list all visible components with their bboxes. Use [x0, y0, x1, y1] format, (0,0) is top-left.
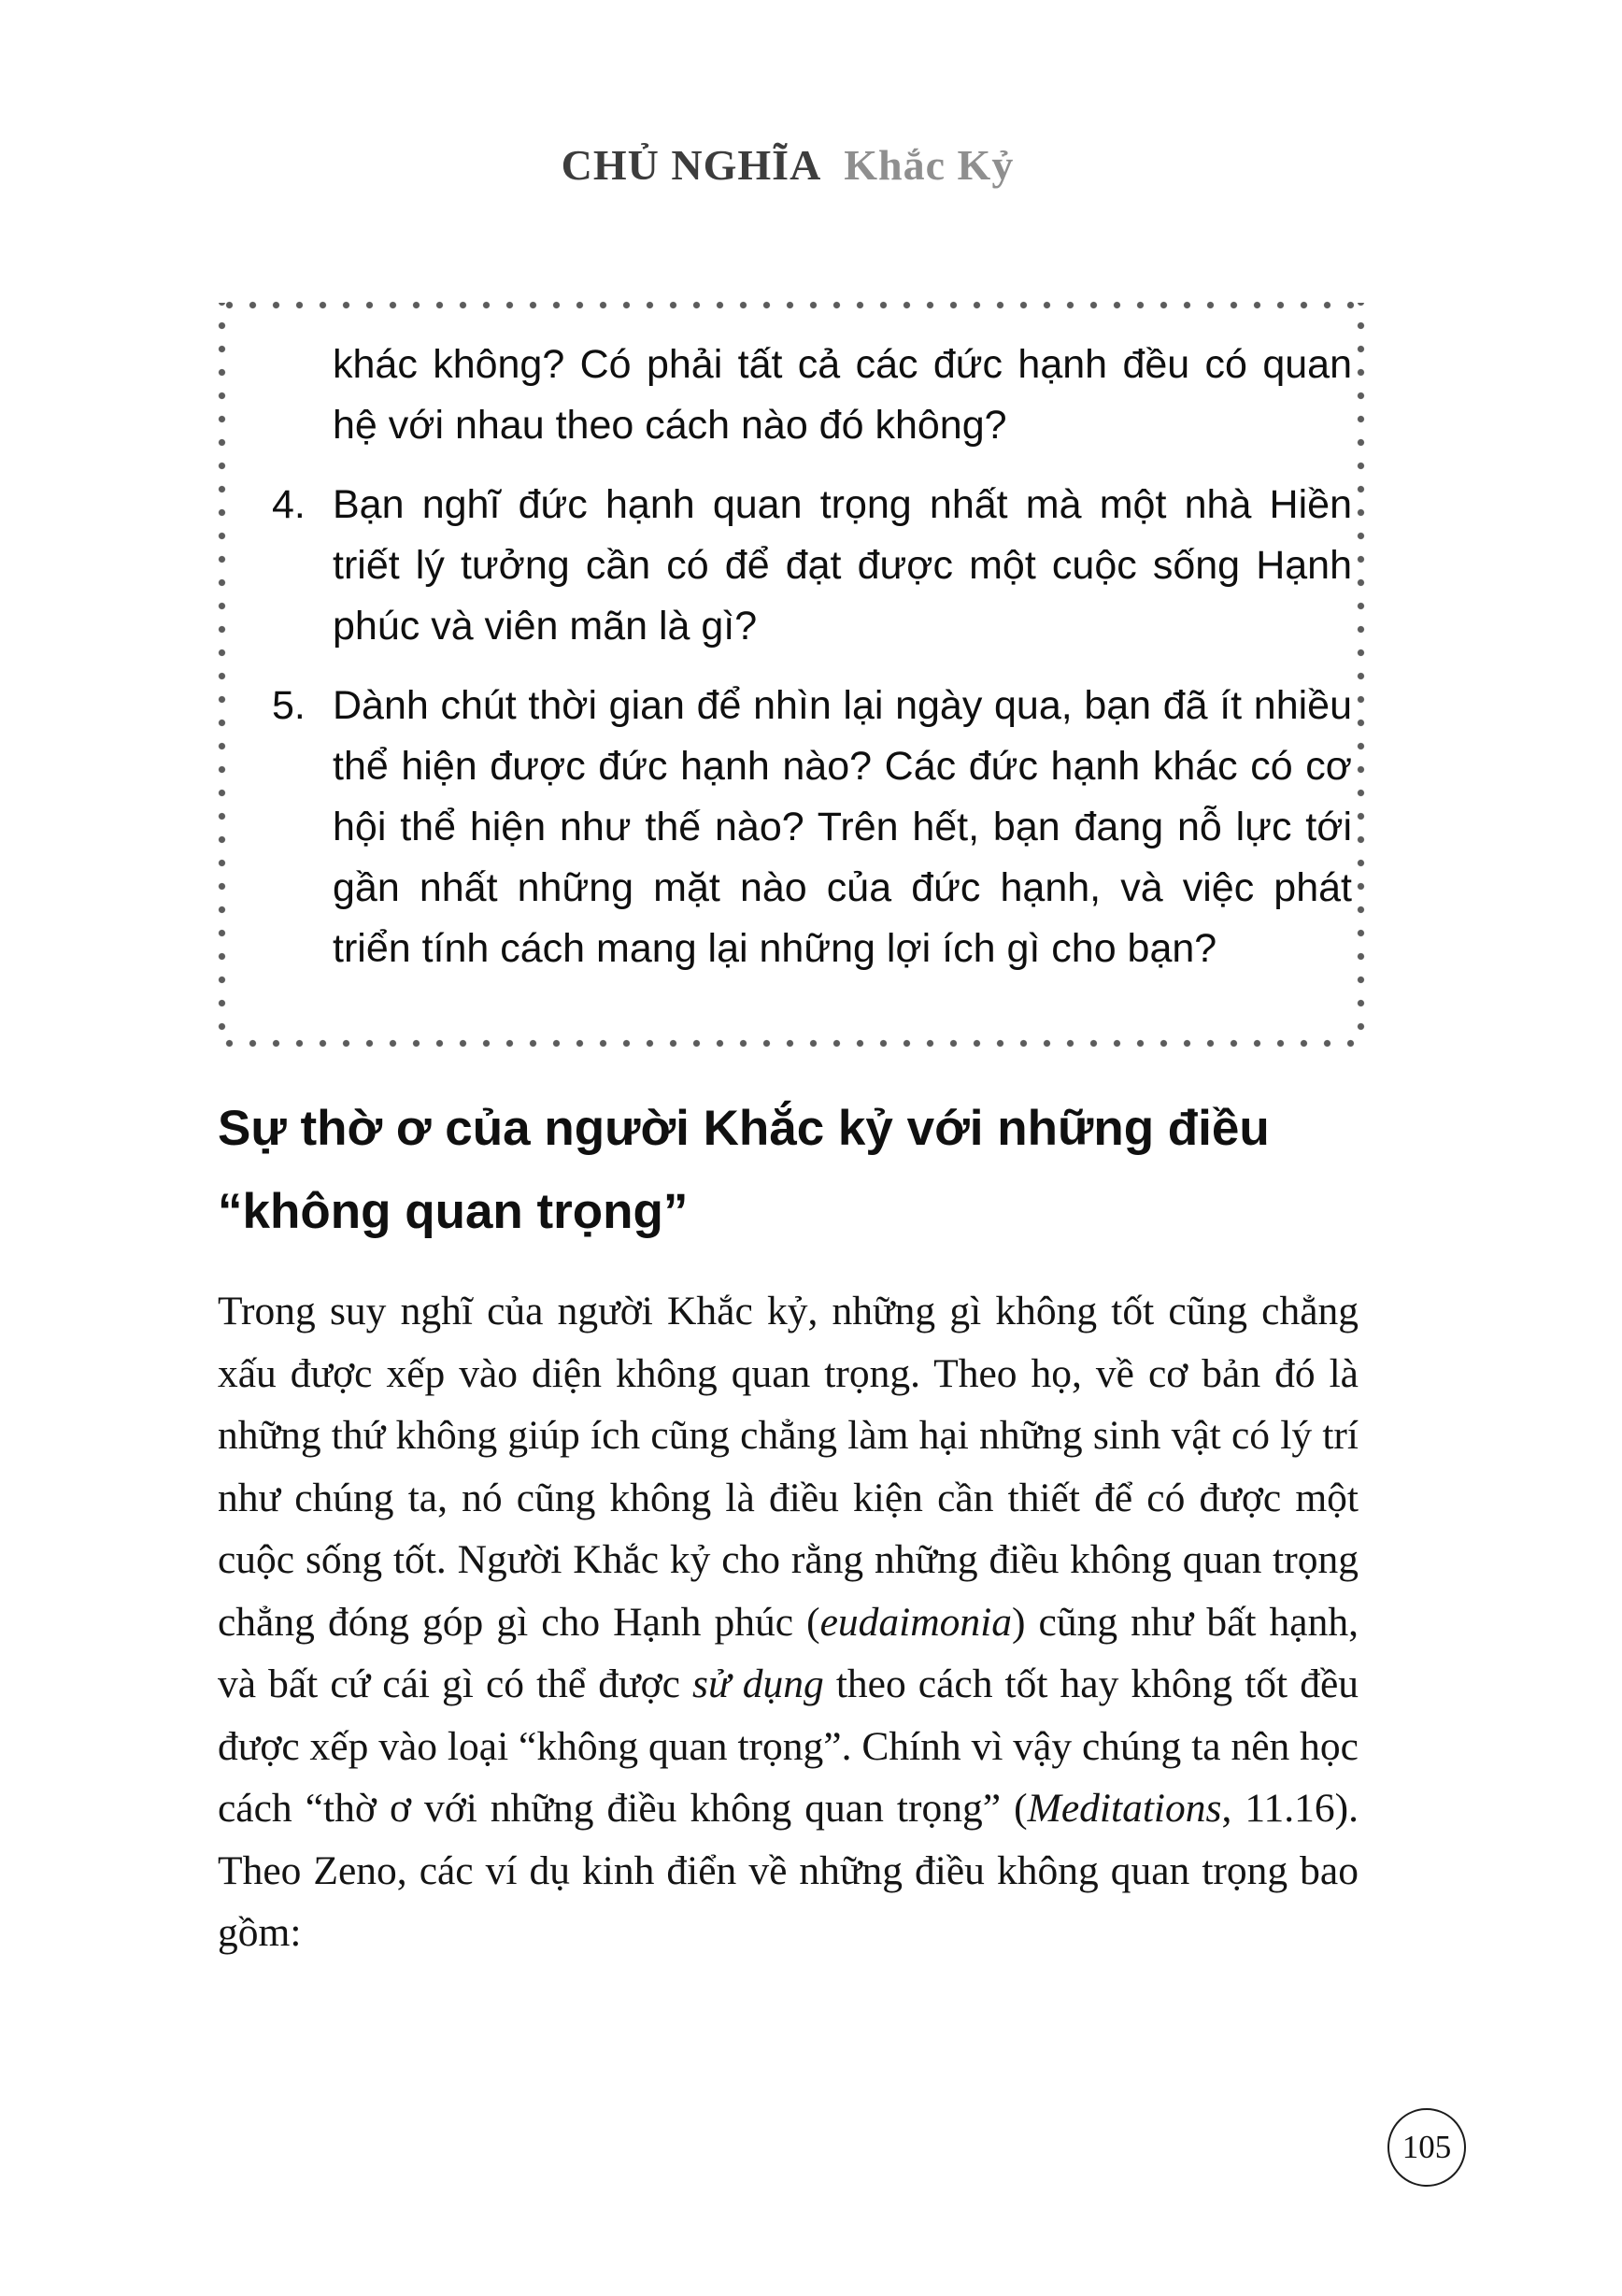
body-segment: ) cũng như bất hạnh, và bất cứ cái gì có thể được: [218, 1599, 1359, 1706]
question-number-5: 5.: [272, 683, 306, 728]
body-segment-italic: Meditations: [1027, 1786, 1222, 1831]
dotted-border-bottom: [218, 1039, 1365, 1048]
running-head: [218, 140, 1358, 190]
body-segment-italic: eudaimonia: [819, 1599, 1012, 1645]
body-segment: Trong suy nghĩ của người Khắc kỷ, những gì không tốt cũng chẳng xấu được xếp vào diện không quan trọng. Theo họ, về cơ bản đó là những thứ không giúp ích cũng chẳng làm hại những sinh vật có lý trí như chúng ta, nó cũng không là điều kiện cần thiết để có được một cuộc sống tốt. Người Khắc kỷ cho rằng những điều không quan trọng chẳng đóng góp gì cho Hạnh phúc (: [218, 1289, 1359, 1645]
running-head-title: Khắc Kỷ: [844, 141, 1015, 189]
page-number-badge: [1387, 2108, 1466, 2187]
section-heading-line2: “không quan trọng”: [218, 1184, 689, 1239]
dotted-border-top: [218, 301, 1365, 309]
question-item-5: [272, 676, 1352, 979]
body-segment: theo cách tốt hay không tốt đều được xếp vào loại “không quan trọng”. Chính vì vậy chúng ta nên học cách “thờ ơ với những điều không quan trọng” (: [218, 1661, 1359, 1831]
question-text-4: Bạn nghĩ đức hạnh quan trọng nhất mà một nhà Hiền triết lý tưởng cần có để đạt được một cuộc sống Hạnh phúc và viên mãn là gì?: [333, 482, 1352, 649]
body-segment: , 11.16). Theo Zeno, các ví dụ kinh điển về những điều không quan trọng bao gồm:: [218, 1786, 1359, 1955]
dotted-border-right: [1357, 303, 1365, 1046]
question-box: [218, 301, 1365, 1048]
body-segment-italic: sử dụng: [692, 1661, 824, 1706]
question-item-4: [272, 475, 1352, 657]
question-continuation: khác không? Có phải tất cả các đức hạnh đều có quan hệ với nhau theo cách nào đó không?: [333, 342, 1352, 448]
section-heading-line1: Sự thờ ơ của người Khắc kỷ với những điều: [218, 1101, 1270, 1156]
question-number-4: 4.: [272, 482, 306, 527]
section-heading: [218, 1087, 1395, 1253]
body-paragraph: [218, 1280, 1359, 1964]
page-number: 105: [1401, 2129, 1452, 2165]
question-text-5: Dành chút thời gian để nhìn lại ngày qua, bạn đã ít nhiều thể hiện được đức hạnh nào? Các đức hạnh khác có cơ hội thể hiện như thế nào? Trên hết, bạn đang nỗ lực tới gần nhất những mặt nào của đức hạnh, và việc phát triển tính cách mang lại những lợi ích gì cho bạn?: [333, 683, 1352, 971]
running-head-series: CHỦ NGHĨA: [561, 141, 819, 189]
dotted-border-left: [218, 303, 226, 1046]
